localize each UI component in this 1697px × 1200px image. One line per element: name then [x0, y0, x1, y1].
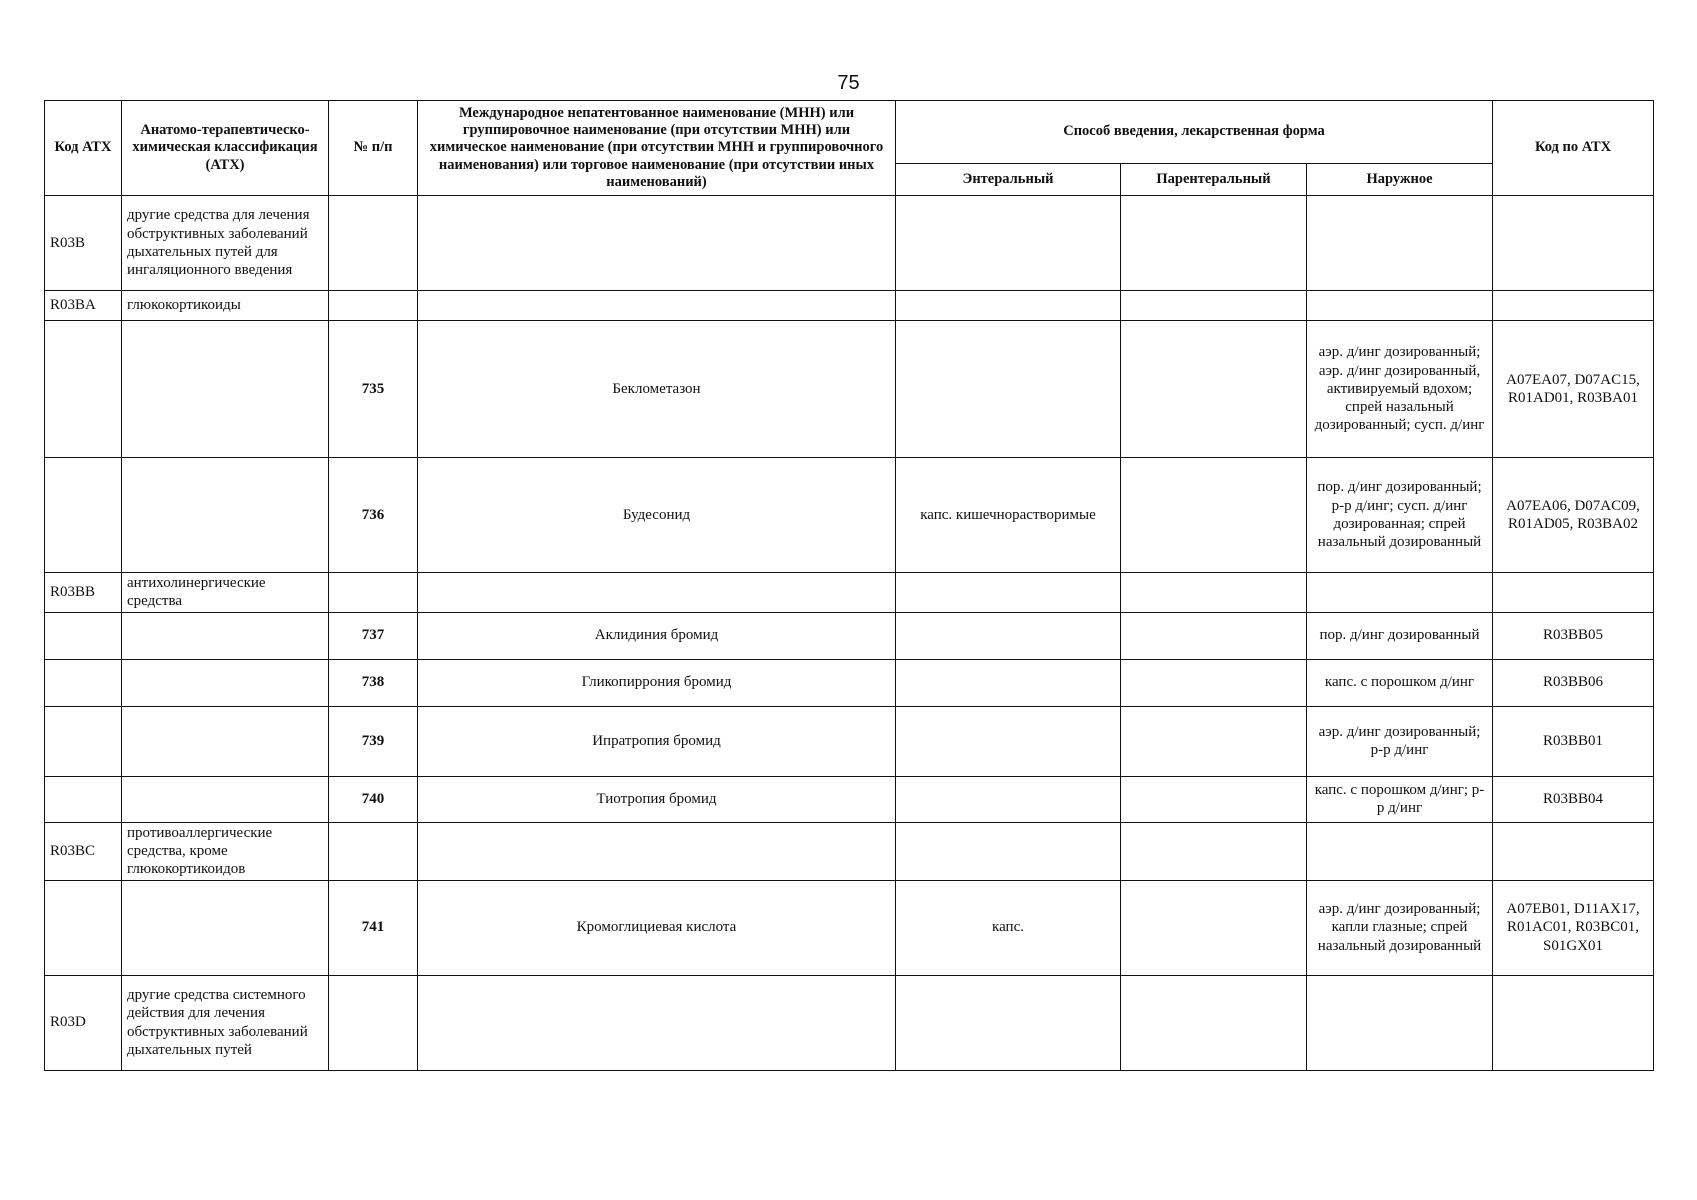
cell-name — [418, 196, 896, 291]
cell-classification: глюкокортикоиды — [122, 291, 329, 321]
table-row — [45, 573, 1654, 613]
page-number: 75 — [837, 72, 860, 94]
table-row — [45, 458, 1654, 573]
cell-parenteral — [1121, 659, 1307, 706]
cell-classification — [122, 659, 329, 706]
cell-code — [45, 321, 122, 458]
table-row — [45, 975, 1654, 1070]
header-classification: Анатомо-терапевтическо-химическая классификация (АТХ) — [122, 101, 329, 196]
cell-name: Тиотропия бромид — [418, 776, 896, 822]
cell-classification — [122, 776, 329, 822]
cell-classification — [122, 706, 329, 776]
cell-atx-code: A07EA07, D07AC15, R01AD01, R03BA01 — [1493, 321, 1654, 458]
cell-name: Ипратропия бромид — [418, 706, 896, 776]
header-number: № п/п — [329, 101, 418, 196]
cell-classification: противоаллергические средства, кроме глюкокортикоидов — [122, 822, 329, 880]
cell-number — [329, 573, 418, 613]
cell-enteral: капс. — [896, 880, 1121, 975]
cell-external: пор. д/инг дозированный — [1307, 612, 1493, 659]
cell-code — [45, 706, 122, 776]
table-header — [45, 101, 1654, 196]
cell-classification: другие средства для лечения обструктивных заболеваний дыхательных путей для ингаляционного введения — [122, 196, 329, 291]
cell-external: капс. с порошком д/инг; р-р д/инг — [1307, 776, 1493, 822]
cell-classification: антихолинергические средства — [122, 573, 329, 613]
cell-atx-code: A07EB01, D11AX17, R01AC01, R03BC01, S01GX01 — [1493, 880, 1654, 975]
cell-atx-code — [1493, 196, 1654, 291]
cell-number — [329, 822, 418, 880]
cell-atx-code: R03BB04 — [1493, 776, 1654, 822]
header-enteral: Энтеральный — [896, 164, 1121, 196]
cell-number — [329, 196, 418, 291]
cell-enteral — [896, 573, 1121, 613]
cell-code — [45, 659, 122, 706]
cell-enteral: капс. кишечнорастворимые — [896, 458, 1121, 573]
cell-number — [329, 975, 418, 1070]
cell-parenteral — [1121, 822, 1307, 880]
cell-atx-code — [1493, 822, 1654, 880]
table-row — [45, 612, 1654, 659]
cell-enteral — [896, 612, 1121, 659]
table-row — [45, 659, 1654, 706]
cell-parenteral — [1121, 321, 1307, 458]
header-external: Наружное — [1307, 164, 1493, 196]
cell-parenteral — [1121, 776, 1307, 822]
table-row — [45, 706, 1654, 776]
cell-enteral — [896, 659, 1121, 706]
cell-parenteral — [1121, 706, 1307, 776]
cell-code: R03B — [45, 196, 122, 291]
cell-external: капс. с порошком д/инг — [1307, 659, 1493, 706]
table-body — [45, 196, 1654, 1071]
cell-number: 740 — [329, 776, 418, 822]
header-route-group: Способ введения, лекарственная форма — [896, 101, 1493, 164]
cell-code — [45, 458, 122, 573]
cell-external: аэр. д/инг дозированный; капли глазные; спрей назальный дозированный — [1307, 880, 1493, 975]
cell-external — [1307, 573, 1493, 613]
cell-atx-code — [1493, 291, 1654, 321]
cell-parenteral — [1121, 573, 1307, 613]
cell-name: Беклометазон — [418, 321, 896, 458]
cell-enteral — [896, 706, 1121, 776]
cell-name — [418, 975, 896, 1070]
cell-number: 741 — [329, 880, 418, 975]
cell-external: аэр. д/инг дозированный; р-р д/инг — [1307, 706, 1493, 776]
table-row — [45, 196, 1654, 291]
cell-enteral — [896, 291, 1121, 321]
cell-enteral — [896, 776, 1121, 822]
cell-parenteral — [1121, 880, 1307, 975]
cell-atx-code: R03BB05 — [1493, 612, 1654, 659]
cell-enteral — [896, 196, 1121, 291]
cell-classification — [122, 612, 329, 659]
cell-number: 737 — [329, 612, 418, 659]
cell-number: 735 — [329, 321, 418, 458]
cell-parenteral — [1121, 196, 1307, 291]
cell-parenteral — [1121, 612, 1307, 659]
cell-external: пор. д/инг дозированный; р-р д/инг; сусп. д/инг дозированная; спрей назальный дозированный — [1307, 458, 1493, 573]
cell-number: 736 — [329, 458, 418, 573]
cell-enteral — [896, 321, 1121, 458]
cell-code — [45, 612, 122, 659]
header-name: Международное непатентованное наименование (МНН) или группировочное наименование (при отсутствии МНН) или химическое наименование (при отсутствии МНН и группировочного наименования) или торговое наименование (при отсутствии иных наименований) — [418, 101, 896, 196]
table-row — [45, 880, 1654, 975]
header-parenteral: Парентеральный — [1121, 164, 1307, 196]
cell-name — [418, 822, 896, 880]
cell-name — [418, 573, 896, 613]
cell-code: R03BA — [45, 291, 122, 321]
cell-atx-code: R03BB06 — [1493, 659, 1654, 706]
cell-name: Аклидиния бромид — [418, 612, 896, 659]
table-row — [45, 776, 1654, 822]
cell-parenteral — [1121, 291, 1307, 321]
cell-enteral — [896, 822, 1121, 880]
cell-name: Будесонид — [418, 458, 896, 573]
cell-code — [45, 776, 122, 822]
table-row — [45, 321, 1654, 458]
cell-code: R03BB — [45, 573, 122, 613]
cell-enteral — [896, 975, 1121, 1070]
cell-name: Кромоглициевая кислота — [418, 880, 896, 975]
header-code: Код АТХ — [45, 101, 122, 196]
cell-name: Гликопиррония бромид — [418, 659, 896, 706]
table-row — [45, 822, 1654, 880]
cell-classification — [122, 458, 329, 573]
cell-atx-code — [1493, 975, 1654, 1070]
cell-code: R03BC — [45, 822, 122, 880]
cell-external — [1307, 196, 1493, 291]
cell-atx-code: A07EA06, D07AC09, R01AD05, R03BA02 — [1493, 458, 1654, 573]
atx-table — [44, 100, 1654, 1071]
table-row — [45, 291, 1654, 321]
cell-number — [329, 291, 418, 321]
cell-number: 738 — [329, 659, 418, 706]
cell-classification — [122, 321, 329, 458]
cell-external — [1307, 975, 1493, 1070]
cell-external — [1307, 822, 1493, 880]
cell-name — [418, 291, 896, 321]
cell-classification: другие средства системного действия для лечения обструктивных заболеваний дыхательных путей — [122, 975, 329, 1070]
cell-parenteral — [1121, 458, 1307, 573]
cell-external: аэр. д/инг дозированный; аэр. д/инг дозированный, активируемый вдохом; спрей назальный дозированный; сусп. д/инг — [1307, 321, 1493, 458]
cell-external — [1307, 291, 1493, 321]
header-atx-code: Код по АТХ — [1493, 101, 1654, 196]
cell-code: R03D — [45, 975, 122, 1070]
cell-number: 739 — [329, 706, 418, 776]
cell-atx-code: R03BB01 — [1493, 706, 1654, 776]
cell-code — [45, 880, 122, 975]
cell-classification — [122, 880, 329, 975]
cell-atx-code — [1493, 573, 1654, 613]
cell-parenteral — [1121, 975, 1307, 1070]
